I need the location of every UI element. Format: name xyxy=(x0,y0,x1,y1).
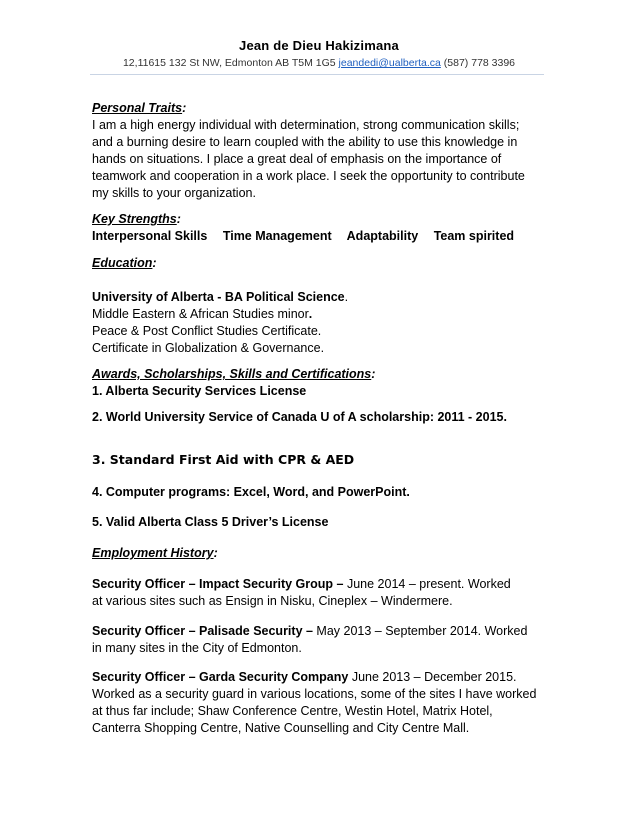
traits-line: teamwork and cooperation in a work place. I seek the opportunity to contribute xyxy=(92,169,525,183)
strength-item: Adaptability xyxy=(346,229,419,243)
education-heading: Education xyxy=(92,256,153,270)
key-strengths-heading: Key Strengths xyxy=(92,212,177,226)
award-item-block xyxy=(92,409,552,426)
education-detail: Certificate in Globalization & Governance. xyxy=(92,341,325,355)
education-section: Education: University of Alberta - BA Political Science. Middle Eastern & African Studies minor. Peace & Post Conflict Studies Certificate. Certificate in Globalization & Governance. xyxy=(92,255,552,357)
header-divider xyxy=(90,74,544,75)
strengths-list xyxy=(92,228,552,245)
job-description: Canterra Shopping Centre, Native Counselling and City Centre Mall. xyxy=(92,721,470,735)
job-title: Security Officer – Impact Security Group – xyxy=(92,577,344,591)
personal-traits-heading: Personal Traits xyxy=(92,101,183,115)
degree: University of Alberta - BA Political Science xyxy=(92,290,345,304)
award-item-block xyxy=(92,514,552,531)
education-detail: Peace & Post Conflict Studies Certificate. xyxy=(92,324,322,338)
personal-traits-section: Personal Traits: I am a high energy individual with determination, strong communication skills; and a burning desire to learn coupled with the ability to use this knowledge in hands on situations. I place a great deal of emphasis on the importance of teamwork and cooperation in a work place. I seek the opportunity to contribute my skills to your organization. xyxy=(92,100,552,202)
award-item: 1. Alberta Security Services License xyxy=(92,384,307,398)
email-link[interactable]: jeandedi@ualberta.ca xyxy=(338,57,441,69)
traits-line: I am a high energy individual with determination, strong communication skills; xyxy=(92,118,520,132)
award-item: 4. Computer programs: Excel, Word, and PowerPoint. xyxy=(92,485,410,499)
award-item: 2. World University Service of Canada U of A scholarship: 2011 - 2015. xyxy=(92,410,507,424)
strength-item: Team spirited xyxy=(433,229,515,243)
job-title: Security Officer – Palisade Security – xyxy=(92,624,313,638)
award-item: 5. Valid Alberta Class 5 Driver’s License xyxy=(92,515,329,529)
strength-item: Time Management xyxy=(222,229,332,243)
award-item-block xyxy=(92,451,552,468)
job-description: at thus far include; Shaw Conference Centre, Westin Hotel, Matrix Hotel, xyxy=(92,704,493,718)
strength-item: Interpersonal Skills xyxy=(92,229,208,243)
candidate-name: Jean de Dieu Hakizimana xyxy=(239,38,399,53)
employment-section: Employment History: xyxy=(92,546,218,560)
job-description: at various sites such as Ensign in Nisku, Cineplex – Windermere. xyxy=(92,594,453,608)
job-entry xyxy=(92,623,552,657)
contact-line xyxy=(0,57,638,69)
award-item-block xyxy=(92,484,552,501)
job-description: in many sites in the City of Edmonton. xyxy=(92,641,302,655)
traits-line: and a burning desire to learn coupled with the ability to use this knowledge in xyxy=(92,135,518,149)
award-item: 3. Standard First Aid with CPR & AED xyxy=(92,452,355,467)
traits-line: hands on situations. I place a great deal of emphasis on the importance of xyxy=(92,152,502,166)
job-entry xyxy=(92,669,552,737)
traits-line: my skills to your organization. xyxy=(92,186,256,200)
job-title: Security Officer – Garda Security Company xyxy=(92,670,349,684)
key-strengths-section: Key Strengths: Interpersonal Skills Time Management Adaptability Team spirited xyxy=(92,211,552,245)
employment-heading: Employment History xyxy=(92,546,214,560)
job-description: Worked as a security guard in various locations, some of the sites I have worked xyxy=(92,687,537,701)
awards-section: Awards, Scholarships, Skills and Certifications: 1. Alberta Security Services License xyxy=(92,366,552,400)
job-dates: June 2013 – December 2015. xyxy=(348,670,517,684)
address: 12,11615 132 St NW, Edmonton AB T5M 1G5 xyxy=(122,57,336,69)
job-dates: May 2013 – September 2014. Worked xyxy=(312,624,528,638)
job-entry xyxy=(92,576,552,610)
awards-heading: Awards, Scholarships, Skills and Certifications xyxy=(92,367,372,381)
phone: (587) 778 3396 xyxy=(443,57,516,69)
education-detail: Middle Eastern & African Studies minor xyxy=(92,307,309,321)
job-dates: June 2014 – present. Worked xyxy=(343,577,511,591)
